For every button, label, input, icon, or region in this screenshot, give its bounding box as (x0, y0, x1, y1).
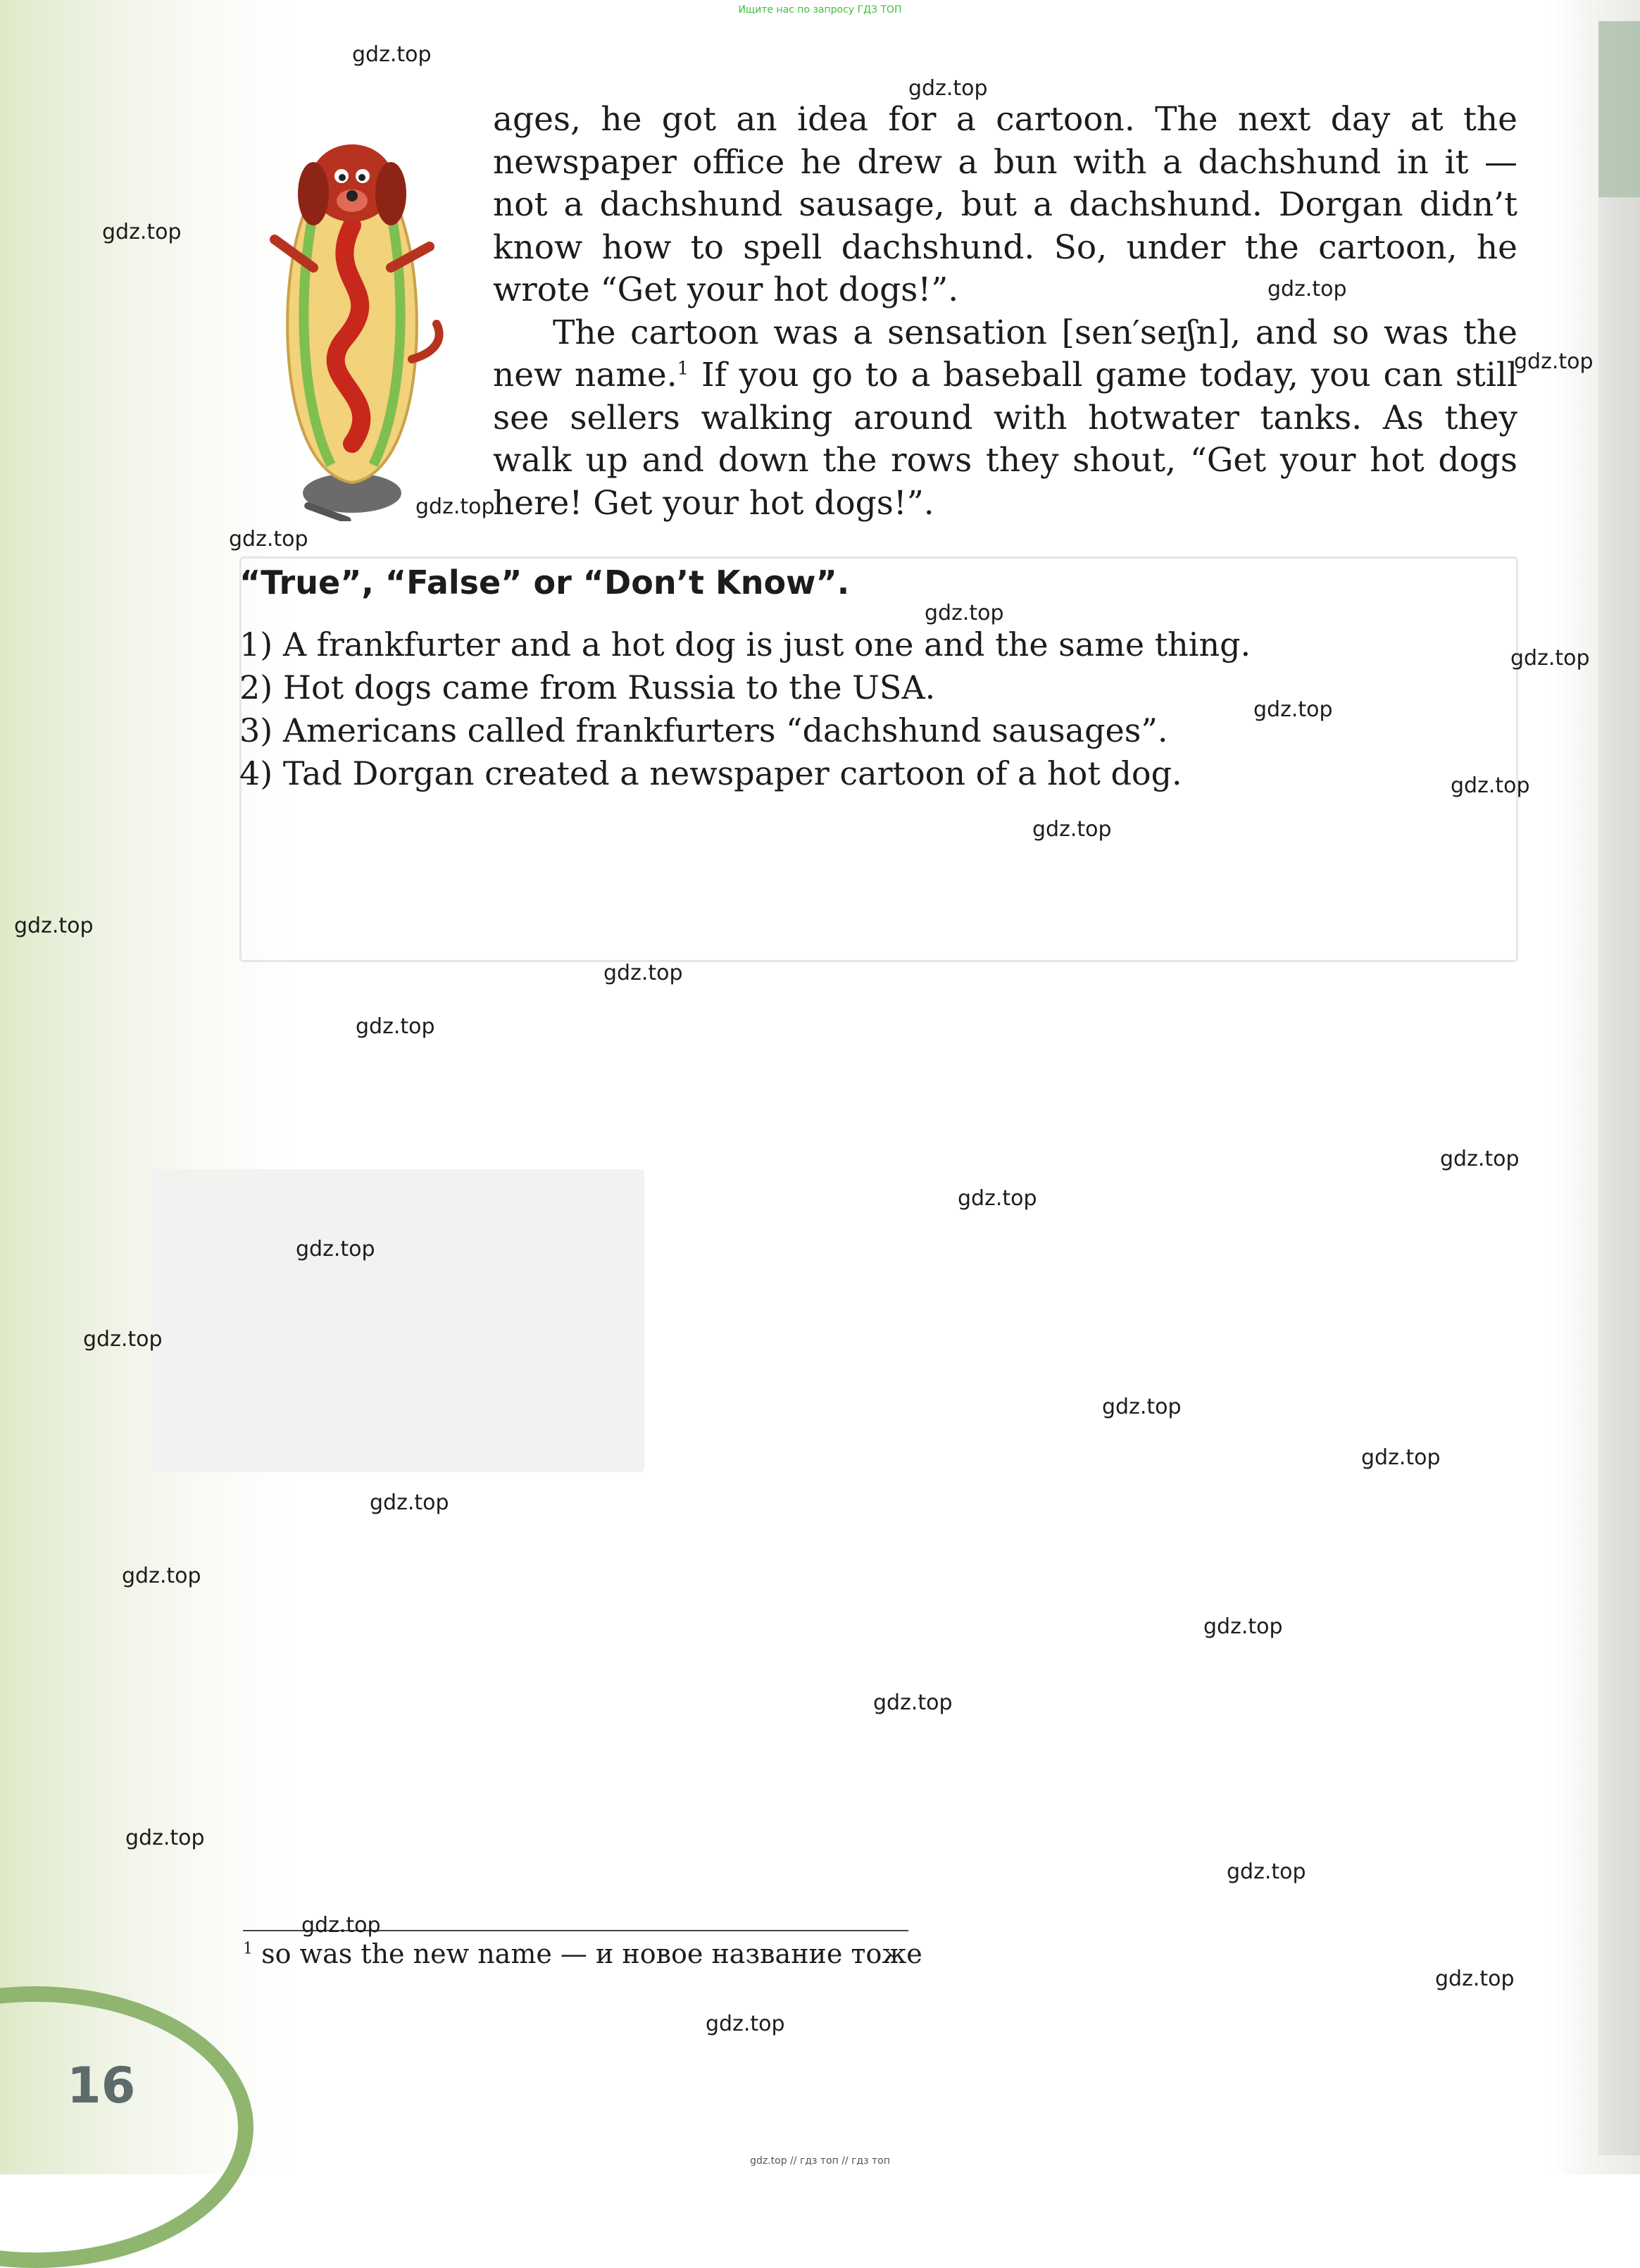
watermark: gdz.top (122, 1564, 201, 1588)
watermark: gdz.top (1227, 1859, 1306, 1884)
watermark: gdz.top (352, 42, 432, 67)
story-paragraph-2-start: The cartoon was a sensation [sen′seɪʃn], and so was the new name. (493, 313, 1517, 394)
watermark: gdz.top (873, 1690, 953, 1715)
watermark: gdz.top (925, 601, 1004, 625)
watermark: gdz.top (301, 1913, 381, 1938)
watermark: gdz.top (370, 1490, 449, 1515)
watermark: gdz.top (958, 1186, 1037, 1211)
bottom-banner: gdz.top // гдз топ // гдз топ (750, 2155, 890, 2167)
watermark: gdz.top (415, 494, 495, 519)
story-paragraph-1: ages, he got an idea for a cartoon. The next day at the newspaper office he drew a bun with a dachshund in it — not a dachshund sausage, but a dachshund. Dorgan didn’t know how to spell dachshund. So, under the cartoon, he wrote “Get your hot dogs!”. (493, 100, 1517, 309)
page-number: 16 (67, 2057, 136, 2114)
story-paragraph-2-end: If you go to a baseball game today, you can still see sellers walking around with hotwater tanks. As they walk up and down the rows they shout, “Get your hot dogs here! Get your hot dogs!”. (493, 356, 1517, 523)
watermark: gdz.top (1510, 646, 1590, 671)
watermark: gdz.top (102, 220, 182, 244)
statement-1: 1) A frankfurter and a hot dog is just one and the same thing. (239, 625, 1251, 663)
watermark: gdz.top (296, 1237, 375, 1261)
watermark: gdz.top (706, 2012, 785, 2036)
ghost-photo (151, 1169, 644, 1472)
exercise-title: “True”, “False” or “Don’t Know”. (239, 563, 850, 602)
watermark: gdz.top (356, 1014, 435, 1039)
footnote-marker: 1 (243, 1940, 253, 1958)
story-text (493, 99, 1517, 525)
watermark: gdz.top (1203, 1614, 1283, 1639)
hot-dog-dachshund-illustration (246, 127, 458, 521)
book-edge (1598, 21, 1640, 2155)
watermark: gdz.top (125, 1826, 205, 1850)
watermark: gdz.top (83, 1327, 163, 1352)
footnote-text: so was the new name — и новое название тоже (261, 1938, 922, 1969)
watermark: gdz.top (1102, 1395, 1182, 1419)
watermark: gdz.top (1435, 1967, 1515, 1991)
statement-2: 2) Hot dogs came from Russia to the USA. (239, 668, 936, 706)
top-banner: Ищите нас по запросу ГДЗ ТОП (738, 4, 902, 15)
watermark: gdz.top (1267, 277, 1347, 301)
watermark: gdz.top (1514, 349, 1594, 374)
watermark: gdz.top (1361, 1445, 1441, 1470)
footnote-reference: 1 (677, 358, 689, 380)
watermark: gdz.top (1440, 1147, 1520, 1171)
book-edge-tab (1598, 21, 1640, 197)
exercise-statements (239, 623, 1251, 795)
watermark: gdz.top (1032, 817, 1112, 842)
watermark: gdz.top (1253, 697, 1333, 722)
statement-3: 3) Americans called frankfurters “dachshund sausages”. (239, 711, 1168, 749)
watermark: gdz.top (1451, 773, 1530, 798)
watermark: gdz.top (229, 527, 308, 552)
statement-4: 4) Tad Dorgan created a newspaper cartoon of a hot dog. (239, 754, 1182, 792)
story-paragraph-2 (493, 312, 1517, 525)
watermark: gdz.top (603, 961, 683, 985)
watermark: gdz.top (14, 914, 94, 938)
watermark: gdz.top (908, 76, 988, 101)
footnote (243, 1938, 922, 1969)
